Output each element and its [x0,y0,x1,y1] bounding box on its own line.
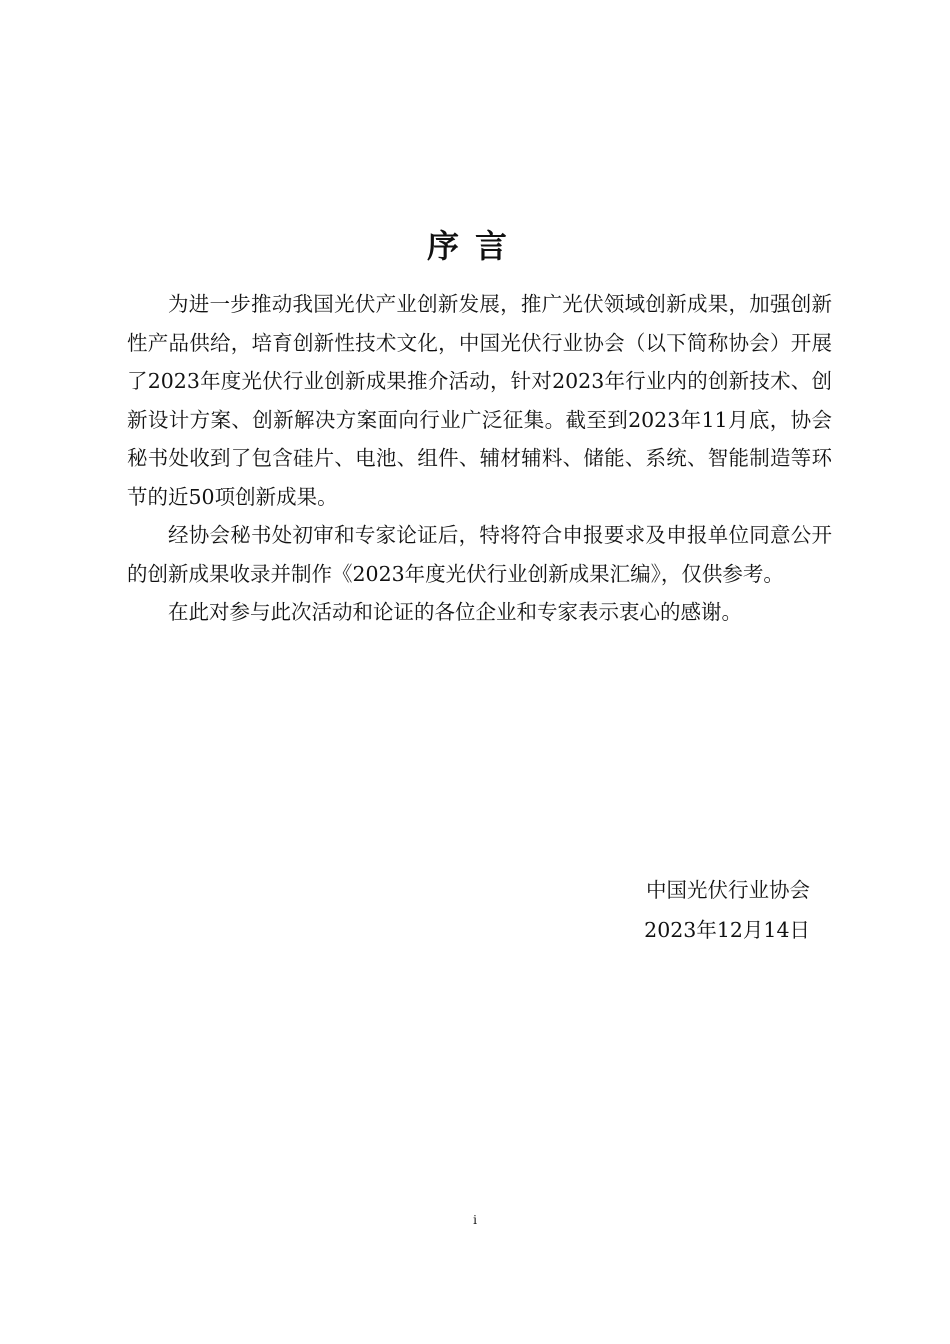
paragraph-2: 经协会秘书处初审和专家论证后，特将符合申报要求及申报单位同意公开的创新成果收录并制作《2023年度光伏行业创新成果汇编》，仅供参考。 [127,523,832,586]
paragraph-1: 为进一步推动我国光伏产业创新发展，推广光伏领域创新成果，加强创新性产品供给，培育创新性技术文化，中国光伏行业协会（以下简称协会）开展了2023年度光伏行业创新成果推介活动，针对2023年行业内的创新技术、创新设计方案、创新解决方案面向行业广泛征集。截至到2023年11月底，协会秘书处收到了包含硅片、电池、组件、辅材辅料、储能、系统、智能制造等环节的近50项创新成果。 [127,292,832,509]
preface-body [127,285,832,632]
signature-date: 2023年12月14日 [644,918,810,942]
page-number: i [473,1213,477,1227]
signature-organization: 中国光伏行业协会 [646,878,810,902]
signature-block [560,870,810,950]
paragraph-3: 在此对参与此次活动和论证的各位企业和专家表示衷心的感谢。 [168,600,742,624]
page-title: 序言 [426,227,523,265]
